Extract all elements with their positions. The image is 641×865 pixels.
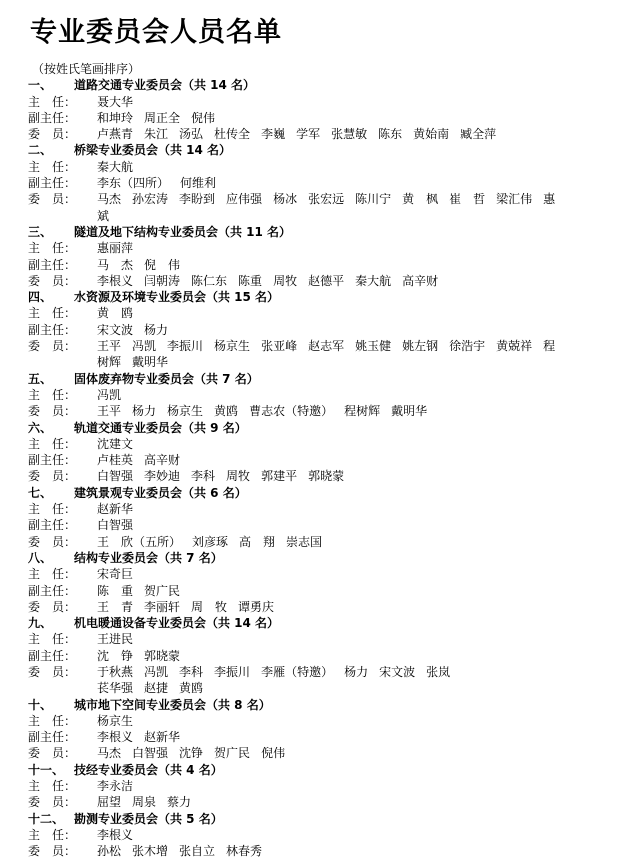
member-row: [28, 354, 628, 370]
member-row: [28, 452, 628, 468]
member-name: 冯凯: [144, 664, 169, 679]
member-name: 于秋燕: [97, 664, 134, 679]
member-row: [28, 468, 628, 484]
member-name: 崔 哲: [449, 192, 486, 207]
member-name: 贺广民: [214, 746, 251, 761]
member-name: 周 牧: [191, 599, 228, 614]
committee-name: 道路交通专业委员会（共 14 名）: [74, 78, 256, 93]
member-role: 委 员：: [28, 534, 77, 549]
member-name: 树辉: [97, 355, 122, 370]
committee-number: 二、: [28, 143, 53, 158]
member-name: 李雁（特邀）: [261, 664, 334, 679]
committee-name: 水资源及环境专业委员会（共 15 名）: [74, 290, 280, 305]
member-name: 陈 重: [97, 583, 134, 598]
member-role: 副主任：: [28, 257, 77, 272]
committee-heading: [28, 811, 628, 827]
member-role: 委 员：: [28, 127, 77, 142]
member-role: 委 员：: [28, 599, 77, 614]
member-name: 惠: [543, 192, 556, 207]
member-role: 主 任：: [28, 779, 77, 794]
member-name: 贺广民: [144, 583, 181, 598]
member-name: 刘彦琢: [192, 534, 229, 549]
member-name: 李丽轩: [144, 599, 181, 614]
committee-number: 十、: [28, 697, 53, 712]
member-row: [28, 517, 628, 533]
member-name: 李妙迪: [144, 469, 181, 484]
member-name: 马杰: [97, 746, 122, 761]
member-row: [28, 599, 628, 615]
member-name: 宋文波: [379, 664, 416, 679]
member-row: [28, 713, 628, 729]
member-name: 秦大航: [355, 273, 392, 288]
member-role: 委 员：: [28, 404, 77, 419]
committee-name: 城市地下空间专业委员会（共 8 名）: [74, 697, 271, 712]
committee-name: 桥梁专业委员会（共 14 名）: [74, 143, 232, 158]
member-name: 白智强: [97, 469, 134, 484]
member-name: 沈 铮: [97, 648, 134, 663]
committee-number: 四、: [28, 290, 53, 305]
member-name: 张宏远: [308, 192, 345, 207]
member-row: [28, 745, 628, 761]
member-row: [28, 501, 628, 517]
member-name: 谭勇庆: [238, 599, 275, 614]
member-role: 主 任：: [28, 632, 77, 647]
member-name: 杨力: [344, 664, 369, 679]
member-name: 姚玉健: [355, 339, 392, 354]
member-name: 黄兢祥: [496, 339, 533, 354]
member-row: [28, 680, 628, 696]
member-row: [28, 631, 628, 647]
member-row: [28, 403, 628, 419]
member-row: [28, 208, 628, 224]
sort-note: （按姓氏笔画排序）: [32, 62, 141, 76]
committee-name: 技经专业委员会（共 4 名）: [74, 762, 223, 777]
member-role: 副主任：: [28, 730, 77, 745]
member-name: 梁汇伟: [496, 192, 533, 207]
member-name: 张自立: [179, 844, 216, 859]
member-name: 杨京生: [214, 339, 251, 354]
committee-heading: [28, 77, 628, 93]
member-name: 陈重: [238, 273, 263, 288]
member-name: 周泉: [132, 795, 157, 810]
member-row: [28, 110, 628, 126]
member-name: 马 杰: [97, 257, 134, 272]
member-name: 杜传全: [214, 127, 251, 142]
member-row: [28, 778, 628, 794]
member-name: 赵捷: [144, 681, 169, 696]
member-name: 黄始南: [413, 127, 450, 142]
committee-name: 建筑景观专业委员会（共 6 名）: [74, 485, 247, 500]
member-name: 马杰: [97, 192, 122, 207]
member-name: 李科: [179, 664, 204, 679]
member-row: [28, 583, 628, 599]
member-name: 王平: [97, 339, 122, 354]
member-name: 李根义: [97, 827, 134, 842]
committee-name: 轨道交通专业委员会（共 9 名）: [74, 420, 247, 435]
member-name: 冯凯: [97, 387, 122, 402]
member-row: [28, 729, 628, 745]
committee-number: 九、: [28, 616, 53, 631]
member-row: [28, 94, 628, 110]
member-role: 副主任：: [28, 322, 77, 337]
member-role: 委 员：: [28, 273, 77, 288]
member-name: 杨京生: [167, 404, 204, 419]
member-row: [28, 436, 628, 452]
member-row: [28, 338, 628, 354]
member-name: 崇志国: [286, 534, 323, 549]
committee-number: 一、: [28, 78, 53, 93]
member-name: 赵新华: [97, 502, 134, 517]
member-name: 姚左钢: [402, 339, 439, 354]
member-role: 主 任：: [28, 567, 77, 582]
member-role: 主 任：: [28, 159, 77, 174]
member-name: 卢燕青: [97, 127, 134, 142]
committee-heading: [28, 289, 628, 305]
member-name: 黄 枫: [402, 192, 439, 207]
page-title: 专业委员会人员名单: [30, 17, 282, 48]
committee-number: 五、: [28, 371, 53, 386]
member-name: 徐浩宇: [449, 339, 486, 354]
member-role: 副主任：: [28, 110, 77, 125]
member-name: 王 欣（五所）: [97, 534, 182, 549]
member-name: 李东（四所）: [97, 176, 170, 191]
member-name: 李根义: [97, 730, 134, 745]
member-row: [28, 126, 628, 142]
member-role: 委 员：: [28, 339, 77, 354]
member-name: 戴明华: [391, 404, 428, 419]
member-row: [28, 566, 628, 582]
member-name: 程: [543, 339, 556, 354]
member-name: 斌: [97, 208, 110, 223]
committee-heading: [28, 615, 628, 631]
member-row: [28, 794, 628, 810]
committee-name: 机电暖通设备专业委员会（共 14 名）: [74, 616, 280, 631]
member-name: 王进民: [97, 632, 134, 647]
member-name: 曹志农（特邀）: [249, 404, 334, 419]
member-name: 倪伟: [191, 110, 216, 125]
member-name: 孙宏涛: [132, 192, 169, 207]
member-role: 委 员：: [28, 192, 77, 207]
committee-name: 隧道及地下结构专业委员会（共 11 名）: [74, 224, 292, 239]
committee-number: 十一、: [28, 762, 65, 777]
member-name: 白智强: [132, 746, 169, 761]
member-name: 闫朝涛: [144, 273, 181, 288]
member-role: 委 员：: [28, 844, 77, 859]
committee-number: 六、: [28, 420, 53, 435]
member-name: 沈建文: [97, 436, 134, 451]
member-role: 委 员：: [28, 746, 77, 761]
member-name: 高 翔: [239, 534, 276, 549]
member-row: [28, 387, 628, 403]
member-role: 副主任：: [28, 176, 77, 191]
member-name: 惠丽萍: [97, 241, 134, 256]
member-row: [28, 159, 628, 175]
member-row: [28, 827, 628, 843]
member-name: 陈川宁: [355, 192, 392, 207]
member-row: [28, 648, 628, 664]
member-row: [28, 257, 628, 273]
member-role: 主 任：: [28, 502, 77, 517]
member-name: 聂大华: [97, 94, 134, 109]
member-role: 副主任：: [28, 648, 77, 663]
member-name: 杨力: [132, 404, 157, 419]
member-name: 赵志军: [308, 339, 345, 354]
member-role: 副主任：: [28, 518, 77, 533]
member-name: 周正全: [144, 110, 181, 125]
committee-heading: [28, 142, 628, 158]
member-role: 主 任：: [28, 827, 77, 842]
member-name: 周牧: [273, 273, 298, 288]
member-row: [28, 175, 628, 191]
member-name: 朱江: [144, 127, 169, 142]
member-name: 林春秀: [226, 844, 263, 859]
member-name: 屈望: [97, 795, 122, 810]
committee-heading: [28, 224, 628, 240]
member-name: 沈铮: [179, 746, 204, 761]
committee-number: 十二、: [28, 811, 65, 826]
member-name: 白智强: [97, 518, 134, 533]
member-name: 周牧: [226, 469, 251, 484]
member-name: 汤弘: [179, 127, 204, 142]
committee-number: 八、: [28, 550, 53, 565]
member-name: 宋文波: [97, 322, 134, 337]
member-role: 副主任：: [28, 583, 77, 598]
member-name: 陈东: [378, 127, 403, 142]
member-name: 郭晓蒙: [308, 469, 345, 484]
member-name: 冯凯: [132, 339, 157, 354]
member-row: [28, 843, 628, 859]
committee-name: 勘测专业委员会（共 5 名）: [74, 811, 223, 826]
member-name: 王平: [97, 404, 122, 419]
member-role: 委 员：: [28, 664, 77, 679]
member-name: 孙松: [97, 844, 122, 859]
committee-list: [28, 61, 628, 860]
member-row: [28, 191, 628, 207]
member-name: 张亚峰: [261, 339, 298, 354]
member-name: 黄鸥: [214, 404, 239, 419]
member-name: 高辛财: [402, 273, 439, 288]
member-row: [28, 305, 628, 321]
committee-heading: [28, 550, 628, 566]
member-name: 赵德平: [308, 273, 345, 288]
member-name: 卢桂英: [97, 453, 134, 468]
member-name: 宋奇巨: [97, 567, 134, 582]
member-role: 委 员：: [28, 795, 77, 810]
member-role: 主 任：: [28, 713, 77, 728]
member-name: 李振川: [214, 664, 251, 679]
member-name: 赵新华: [144, 730, 181, 745]
member-name: 李永洁: [97, 779, 134, 794]
member-row: [28, 534, 628, 550]
member-name: 李盼到: [179, 192, 216, 207]
member-name: 李根义: [97, 273, 134, 288]
member-name: 杨京生: [97, 713, 134, 728]
member-name: 黄鸥: [179, 681, 204, 696]
member-role: 主 任：: [28, 306, 77, 321]
member-name: 陈仁东: [191, 273, 228, 288]
member-row: [28, 240, 628, 256]
member-role: 主 任：: [28, 436, 77, 451]
member-name: 郭晓蒙: [144, 648, 181, 663]
committee-heading: [28, 762, 628, 778]
member-row: [28, 664, 628, 680]
committee-heading: [28, 697, 628, 713]
member-name: 李巍: [261, 127, 286, 142]
member-name: 倪 伟: [144, 257, 181, 272]
member-name: 和坤玲: [97, 110, 134, 125]
member-name: 杨力: [144, 322, 169, 337]
committee-name: 固体废弃物专业委员会（共 7 名）: [74, 371, 259, 386]
member-name: 李科: [191, 469, 216, 484]
member-name: 学军: [296, 127, 321, 142]
committee-number: 三、: [28, 224, 53, 239]
member-name: 郭建平: [261, 469, 298, 484]
member-row: [28, 322, 628, 338]
member-name: 程树辉: [344, 404, 381, 419]
member-role: 主 任：: [28, 387, 77, 402]
member-name: 李振川: [167, 339, 204, 354]
committee-heading: [28, 371, 628, 387]
committee-heading: [28, 485, 628, 501]
member-name: 应伟强: [226, 192, 263, 207]
member-name: 黄 鸥: [97, 306, 134, 321]
member-name: 张岚: [426, 664, 451, 679]
member-name: 王 青: [97, 599, 134, 614]
member-row: [28, 273, 628, 289]
member-name: 杨冰: [273, 192, 298, 207]
member-role: 副主任：: [28, 453, 77, 468]
member-name: 戴明华: [132, 355, 169, 370]
member-role: 主 任：: [28, 94, 77, 109]
committee-number: 七、: [28, 485, 53, 500]
member-name: 秦大航: [97, 159, 134, 174]
member-name: 张木增: [132, 844, 169, 859]
member-name: 臧全萍: [460, 127, 497, 142]
member-role: 委 员：: [28, 469, 77, 484]
member-name: 蔡力: [167, 795, 192, 810]
member-name: 何维利: [180, 176, 217, 191]
committee-heading: [28, 420, 628, 436]
committee-name: 结构专业委员会（共 7 名）: [74, 550, 223, 565]
member-name: 倪伟: [261, 746, 286, 761]
member-name: 高辛财: [144, 453, 181, 468]
member-role: 主 任：: [28, 241, 77, 256]
member-name: 苌华强: [97, 681, 134, 696]
member-name: 张慧敏: [331, 127, 368, 142]
